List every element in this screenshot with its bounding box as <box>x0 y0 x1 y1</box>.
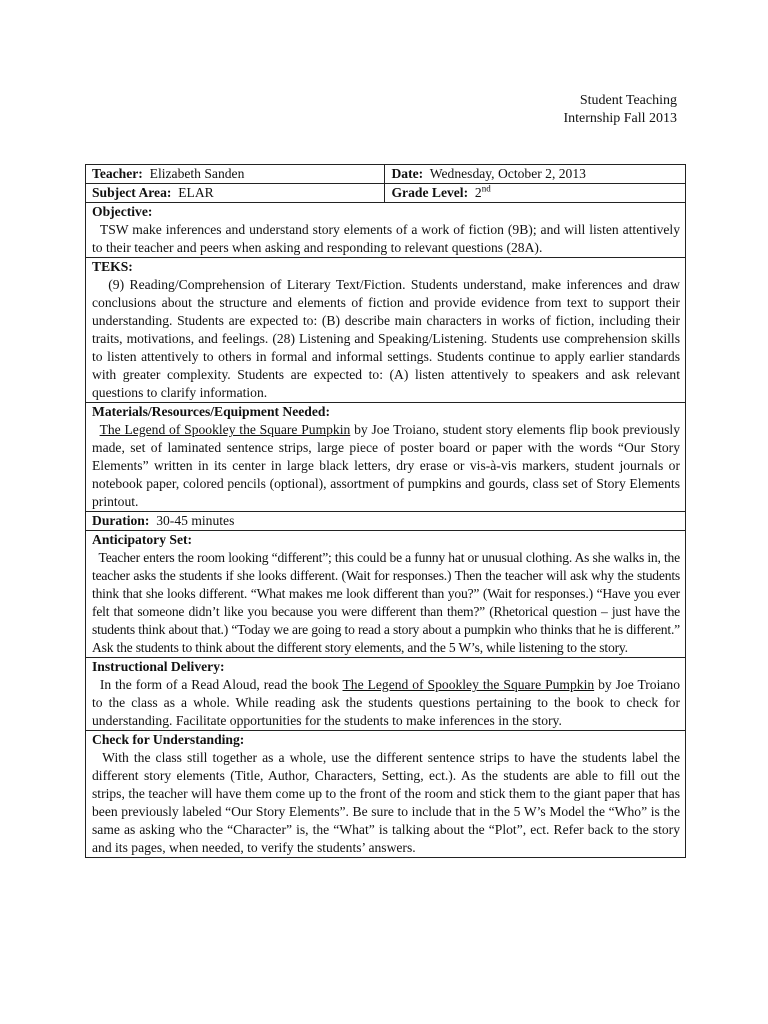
instructional-cell <box>86 658 686 731</box>
materials-row <box>86 403 686 512</box>
subject-cell <box>86 184 385 203</box>
subject-grade-row <box>86 184 686 203</box>
date-cell <box>385 165 686 184</box>
teks-heading: TEKS: <box>92 259 133 274</box>
date-label: Date: <box>391 166 424 181</box>
anticipatory-row <box>86 531 686 658</box>
objective-row <box>86 203 686 258</box>
objective-heading: Objective: <box>92 204 153 219</box>
teks-cell <box>86 258 686 403</box>
grade-value: 2 <box>474 185 482 200</box>
teks-row <box>86 258 686 403</box>
grade-cell <box>385 184 686 203</box>
teacher-label: Teacher: <box>92 166 143 181</box>
materials-text: by Joe Troiano, student story elements flip book previously made, set of laminated sentence strips, large piece of poster board or paper with the words “Our Story Elements” written in its center in large black letters, dry erase or vis-à-vis markers, student journals or notebook paper, colored pencils (optional), assortment of pumpkins and gourds, class set of Story Elements printout. <box>92 422 681 509</box>
anticipatory-heading: Anticipatory Set: <box>92 532 193 547</box>
objective-cell <box>86 203 686 258</box>
duration-row <box>86 512 686 531</box>
anticipatory-text: Teacher enters the room looking “different”; this could be a funny hat or unusual clothing. As she walks in, the teacher asks the students if she looks different. (Wait for responses.) Then the teacher will ask why the students think that she looks different. “What makes me look different than you?” (Wait for responses.) “Have you ever felt that someone didn’t like you because you were different than them?” (Rhetorical question – just have the students think about that.) “Today we are going to read a story about a pumpkin who thinks that he is different.” Ask the students to think about the different story elements, and the 5 W’s, while listening to the story. <box>92 550 680 655</box>
instructional-row <box>86 658 686 731</box>
subject-value: ELAR <box>178 185 214 200</box>
materials-cell <box>86 403 686 512</box>
duration-heading: Duration: <box>92 513 150 528</box>
check-heading: Check for Understanding: <box>92 732 245 747</box>
teacher-date-row <box>86 165 686 184</box>
duration-value: 30-45 minutes <box>156 513 235 528</box>
instructional-text-before: In the form of a Read Aloud, read the book <box>99 677 343 692</box>
anticipatory-cell <box>86 531 686 658</box>
teacher-cell <box>86 165 385 184</box>
teks-text: (9) Reading/Comprehension of Literary Text/Fiction. Students understand, make inferences and draw conclusions about the structure and elements of fiction and provide evidence from text to support their understanding. Students are expected to: (B) describe main characters in works of fiction, including their traits, motivations, and feelings. (28) Listening and Speaking/Listening. Students use comprehension skills to listen attentively to others in formal and informal settings. Students continue to apply earlier standards with greater complexity. Students are expected to: (A) listen attentively to speakers and ask relevant questions to clarify information. <box>92 277 680 400</box>
document-header <box>563 92 677 128</box>
check-text: With the class still together as a whole, use the different sentence strips to have the students label the different story elements (Title, Author, Characters, Setting, ect.). As the students are able to fill out the strips, the teacher will have them come up to the front of the room and stick them to the giant paper that has been previously labeled “Our Story Elements”. Be sure to include that in the 5 W’s Model the “Who” is the same as asking who the “Character” is, the “What” is talking about the “Plot”, ect. Refer back to the story and its pages, when needed, to verify the students’ answers. <box>92 750 680 855</box>
instructional-book-title: The Legend of Spookley the Square Pumpkin <box>342 677 595 692</box>
materials-book-title: The Legend of Spookley the Square Pumpkin <box>99 422 351 437</box>
grade-label: Grade Level: <box>391 185 469 200</box>
subject-label: Subject Area: <box>92 185 172 200</box>
lesson-plan-table <box>85 164 686 858</box>
duration-cell <box>86 512 686 531</box>
instructional-heading: Instructional Delivery: <box>92 659 225 674</box>
check-cell <box>86 731 686 858</box>
grade-superscript: nd <box>481 183 491 194</box>
instructional-text-after: by Joe Troiano to the class as a whole. While reading ask the students questions pertaining to the book to check for understanding. Facilitate opportunities for the students to make inferences in the story. <box>92 677 681 728</box>
header-line-1: Student Teaching <box>579 93 677 108</box>
check-row <box>86 731 686 858</box>
objective-text: TSW make inferences and understand story elements of a work of fiction (9B); and will listen attentively to their teacher and peers when asking and responding to relevant questions (28A). <box>92 222 680 255</box>
teacher-value: Elizabeth Sanden <box>149 166 245 181</box>
header-line-2: Internship Fall 2013 <box>563 111 677 126</box>
date-value: Wednesday, October 2, 2013 <box>429 166 586 181</box>
materials-heading: Materials/Resources/Equipment Needed: <box>92 404 330 419</box>
